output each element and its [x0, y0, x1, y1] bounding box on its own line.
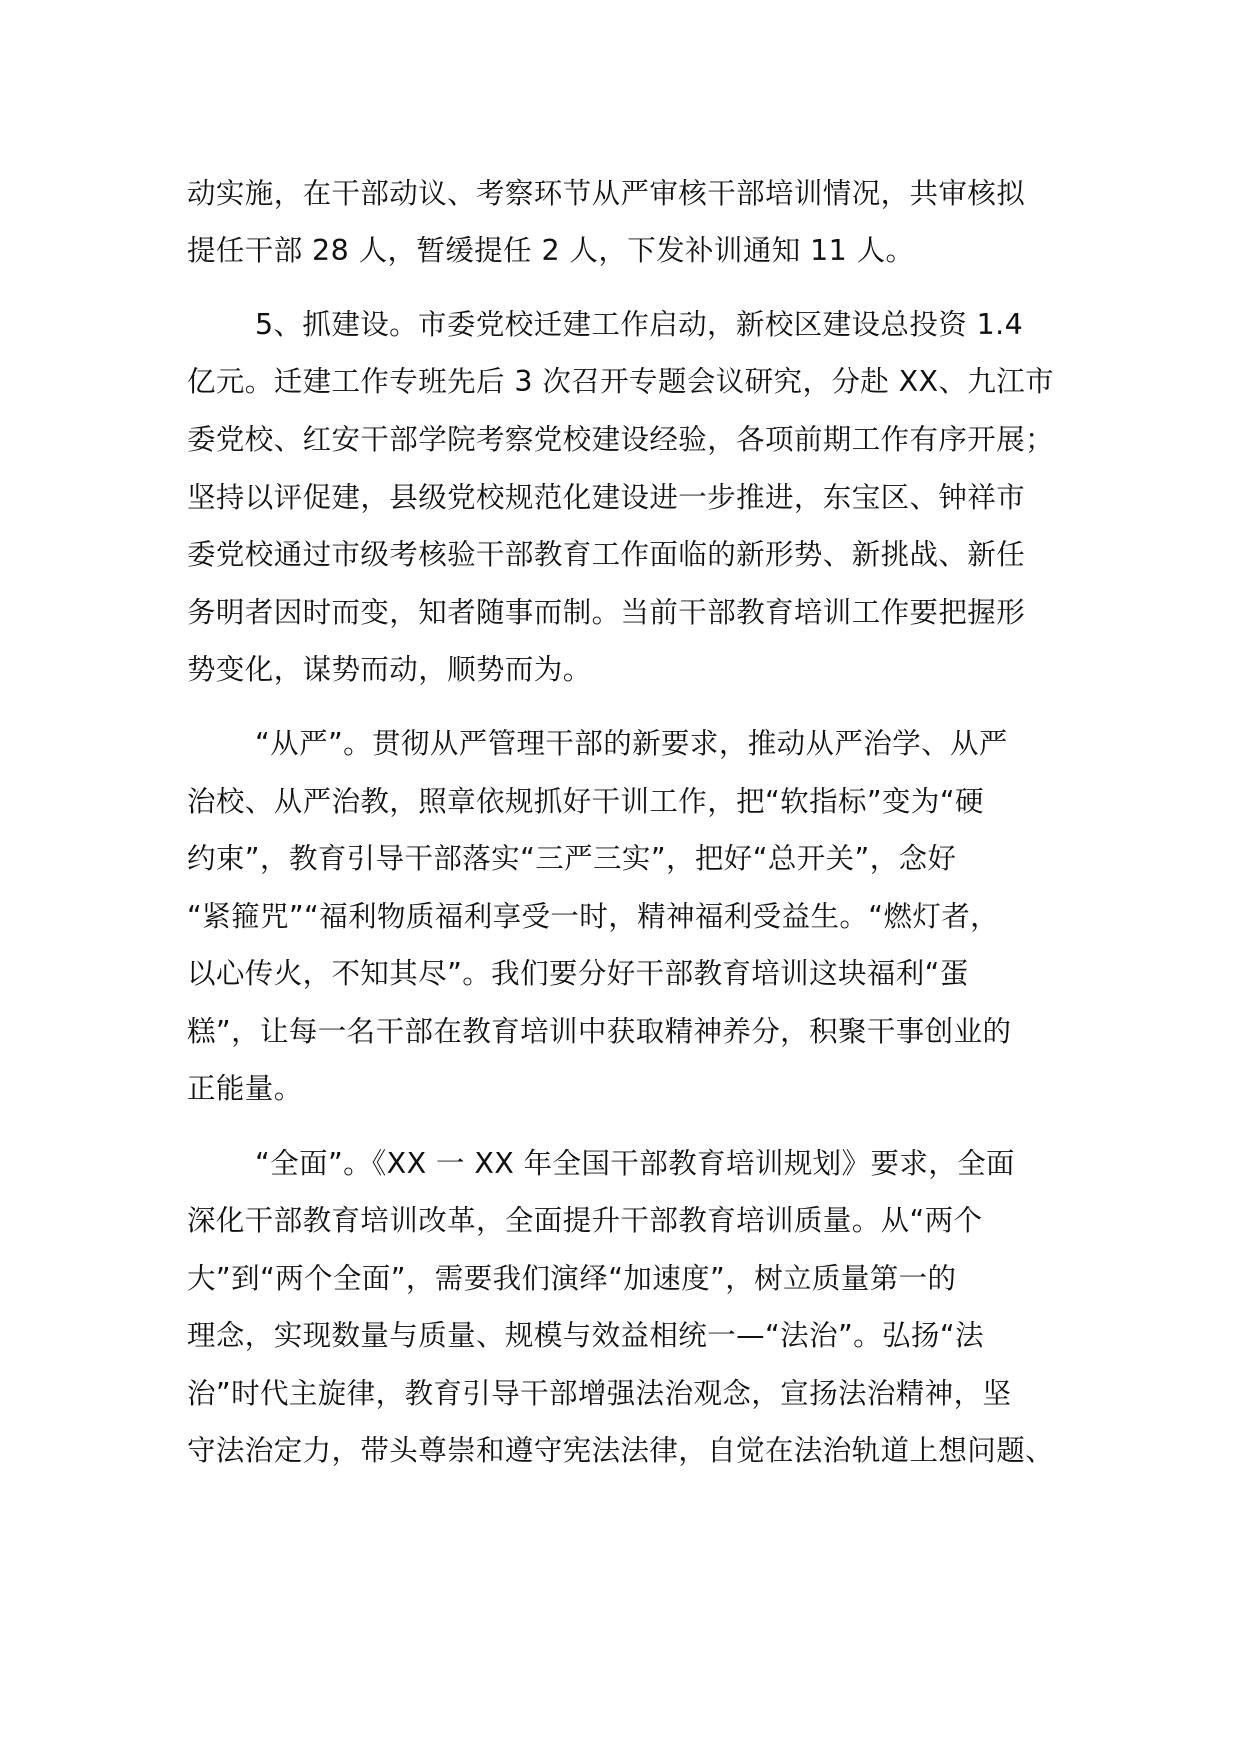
text-line-20: 理念，实现数量与质量、规模与效益相统一—“法治”。弘扬“法 [187, 1319, 984, 1352]
text-line-5: 委党校、红安干部学院考察党校建设经验，各项前期工作有序开展； [187, 423, 1055, 456]
text-line-10: “从严”。贯彻从严管理干部的新要求，推动从严治学、从严 [255, 727, 1008, 760]
text-line-8: 务明者因时而变，知者随事而制。当前干部教育培训工作要把握形 [187, 596, 1026, 629]
text-line-19: 大”到“两个全面”，需要我们演绎“加速度”，树立质量第一的 [187, 1262, 957, 1295]
text-line-21: 治”时代主旋律，教育引导干部增强法治观念，宣扬法治精神，坚 [187, 1377, 1012, 1410]
text-line-16: 正能量。 [187, 1072, 303, 1105]
text-line-12: 约束”，教育引导干部落实“三严三实”，把好“总开关”，念好 [187, 842, 957, 875]
text-line-22: 守法治定力，带头尊崇和遵守宪法法律，自觉在法治轨道上想问题、 [187, 1434, 1055, 1467]
text-line-11: 治校、从严治教，照章依规抓好干训工作，把“软指标”变为“硬 [187, 785, 984, 818]
text-line-6: 坚持以评促建，县级党校规范化建设进一步推进，东宝区、钟祥市 [187, 481, 1026, 514]
text-line-2: 提任干部 28 人，暂缓提任 2 人，下发补训通知 11 人。 [187, 234, 915, 267]
text-line-3: 5、抓建设。市委党校迁建工作启动，新校区建设总投资 1.4 [255, 308, 1024, 341]
text-line-14: 以心传火，不知其尽”。我们要分好干部教育培训这块福利“蛋 [187, 957, 969, 990]
text-line-4: 亿元。迁建工作专班先后 3 次召开专题会议研究，分赴 XX、九江市 [187, 365, 1055, 398]
text-line-18: 深化干部教育培训改革，全面提升干部教育培训质量。从“两个 [187, 1204, 983, 1237]
text-line-13: “紧箍咒”“福利物质福利享受一时，精神福利受益生。“燃灯者， [187, 900, 1000, 933]
text-line-17: “全面”。《XX 一 XX 年全国干部教育培训规划》要求，全面 [255, 1147, 1015, 1180]
text-line-15: 糕”，让每一名干部在教育培训中获取精神养分，积聚干事创业的 [187, 1015, 1012, 1048]
text-line-7: 委党校通过市级考核验干部教育工作面临的新形势、新挑战、新任 [187, 538, 1026, 571]
text-line-1: 动实施，在干部动议、考察环节从严审核干部培训情况，共审核拟 [187, 177, 1026, 210]
text-line-9: 势变化，谋势而动，顺势而为。 [187, 653, 592, 686]
